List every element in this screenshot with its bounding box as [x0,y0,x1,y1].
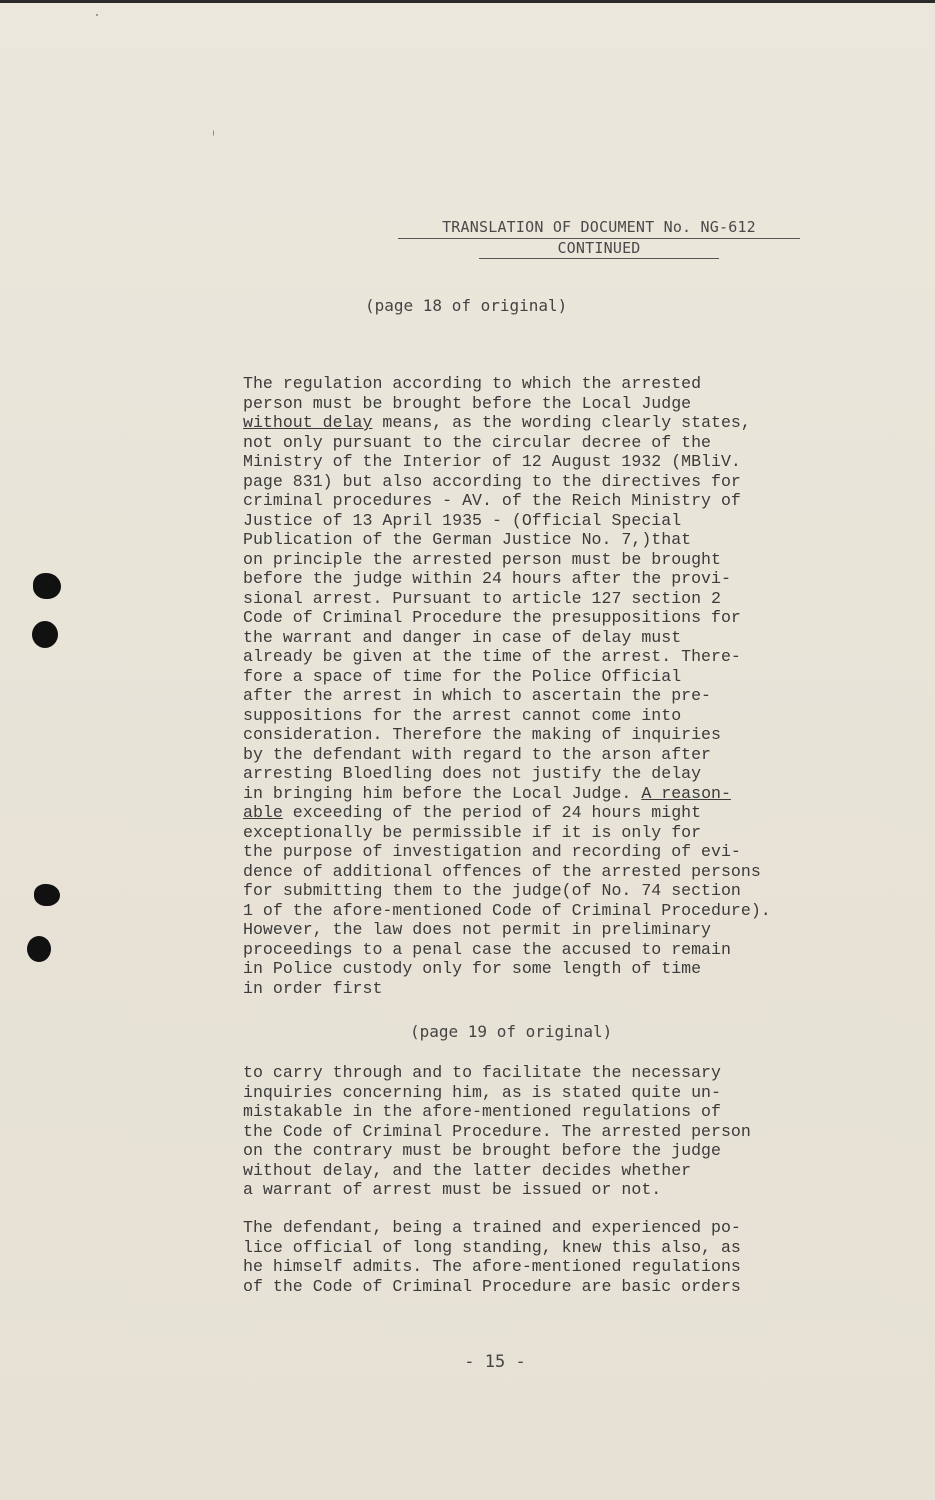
paragraph-1-text-c: exceeding of the period of 24 hours might exceptionally be permissible if it is only for the purpose of investigation and recording of evi- dence of additional offences of the arrested persons for submitting them to the judge(of No. 74 section 1 of the afore-mentioned Code of Criminal Procedure). However, the law does not permit in preliminary proceedings to a penal case the accused to remain in Police custody only for some length of time in order first [243,803,771,998]
page-number: - 15 - [464,1352,526,1372]
heading-title: TRANSLATION OF DOCUMENT No. NG-612 [398,218,800,239]
paragraph-1-text-b: means, as the wording clearly states, not only pursuant to the circular decree of the Ministry of the Interior of 12 August 1932 (MBliV. page 831) but also according to the directives for criminal procedures - AV. of the Reich Ministry of Justice of 13 April 1935 - (Official Special Publication of the German Justice No. 7,)that on principle the arrested person must be brought before the judge within 24 hours after the provi- sional arrest. Pursuant to article 127 section 2 Code of Criminal Procedure the presuppositions for the warrant and danger in case of delay must already be given at the time of the arrest. There- fore a space of time for the Police Official after the arrest in which to ascertain the pre- suppositions for the arrest cannot come into consideration. Therefore the making of inquiries by the defendant with regard to the arson after arresting Bloedling does not justify the delay in bringing him before the Local Judge. [243,413,751,803]
heading-continued: CONTINUED [479,239,719,259]
paragraph-1-text-a: The regulation according to which the arrested person must be brought before the Local Judge [243,374,702,413]
scan-speck [213,130,214,136]
punch-hole-4 [27,936,51,962]
punch-hole-2 [32,621,58,648]
paragraph-2: to carry through and to facilitate the necessary inquiries concerning him, as is stated quite un- mistakable in the afore-mentioned regulations of the Code of Criminal Procedure. The arrested person on the contrary must be brought before the judge without delay, and the latter decides whether a warrant of arrest must be issued or not. [243,1063,751,1199]
punch-hole-1 [33,573,61,599]
paragraph-1-underlined-phrase-3: able [243,803,283,822]
paragraph-1 [243,374,771,998]
punch-hole-3 [34,884,60,906]
paragraph-1-underlined-phrase-2: A reason- [641,783,731,803]
paragraph-3: The defendant, being a trained and experienced po- lice official of long standing, knew this also, as he himself admits. The afore-mentioned regulations of the Code of Criminal Procedure are basic orders [243,1218,741,1296]
paragraph-1-underlined-phrase: without delay [243,413,373,432]
scan-top-edge [0,0,935,3]
scan-speck [96,14,98,16]
original-page-reference-2: (page 19 of original) [410,1022,613,1041]
document-heading [398,218,800,259]
original-page-reference: (page 18 of original) [365,296,568,315]
